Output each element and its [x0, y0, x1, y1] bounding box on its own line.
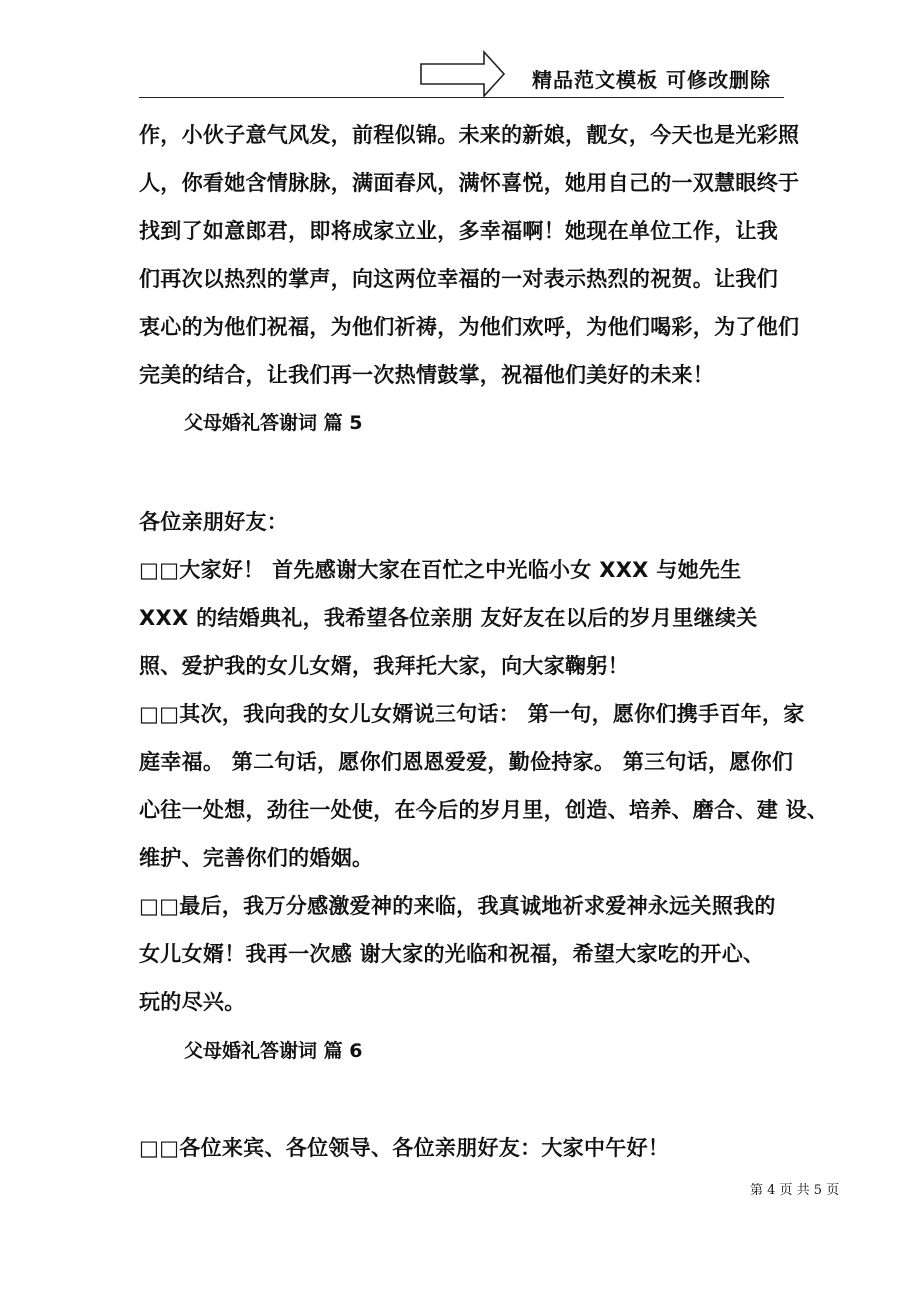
section-line: 照、爱护我的女儿女婿，我拜托大家，向大家鞠躬！	[139, 654, 629, 678]
body-line: 完美的结合，让我们再一次热情鼓掌，祝福他们美好的未来！	[139, 363, 715, 387]
section-line: □□大家好！ 首先感谢大家在百忙之中光临小女 XXX 与她先生	[139, 558, 742, 582]
section-line: 维护、完善你们的婚姻。	[139, 846, 374, 870]
header-divider	[139, 97, 784, 98]
body-line: 作，小伙子意气风发，前程似锦。未来的新娘，靓女，今天也是光彩照	[139, 123, 800, 147]
header-title: 精品范文模板 可修改删除	[532, 68, 771, 92]
section-line: 女儿女婿！我再一次感 谢大家的光临和祝福，希望大家吃的开心、	[139, 942, 765, 966]
section-line: □□最后，我万分感激爱神的来临，我真诚地祈求爱神永远关照我的	[139, 894, 776, 918]
right-arrow-icon	[420, 50, 506, 98]
body-line: 们再次以热烈的掌声，向这两位幸福的一对表示热烈的祝贺。让我们	[139, 267, 778, 291]
section-line: 庭幸福。 第二句话，愿你们恩恩爱爱，勤俭持家。 第三句话，愿你们	[139, 750, 794, 774]
page-number: 第 4 页 共 5 页	[750, 1183, 840, 1198]
section-heading: 父母婚礼答谢词 篇 6	[184, 1040, 363, 1062]
section-line: XXX 的结婚典礼，我希望各位亲朋 友好友在以后的岁月里继续关	[139, 606, 758, 630]
body-line: 找到了如意郎君，即将成家立业，多幸福啊！她现在单位工作，让我	[139, 219, 778, 243]
section-line: 玩的尽兴。	[139, 990, 246, 1014]
section-line: □□各位来宾、各位领导、各位亲朋好友：大家中午好！	[139, 1136, 670, 1160]
section-heading: 父母婚礼答谢词 篇 5	[184, 412, 363, 434]
section-line: □□其次，我向我的女儿女婿说三句话： 第一句，愿你们携手百年，家	[139, 702, 805, 726]
body-line: 衷心的为他们祝福，为他们祈祷，为他们欢呼，为他们喝彩，为了他们	[139, 315, 800, 339]
section-line: 心往一处想，劲往一处使，在今后的岁月里，创造、培养、磨合、建 设、	[139, 798, 829, 822]
section-line: 各位亲朋好友：	[139, 510, 289, 534]
body-line: 人，你看她含情脉脉，满面春风，满怀喜悦，她用自己的一双慧眼终于	[139, 171, 800, 195]
